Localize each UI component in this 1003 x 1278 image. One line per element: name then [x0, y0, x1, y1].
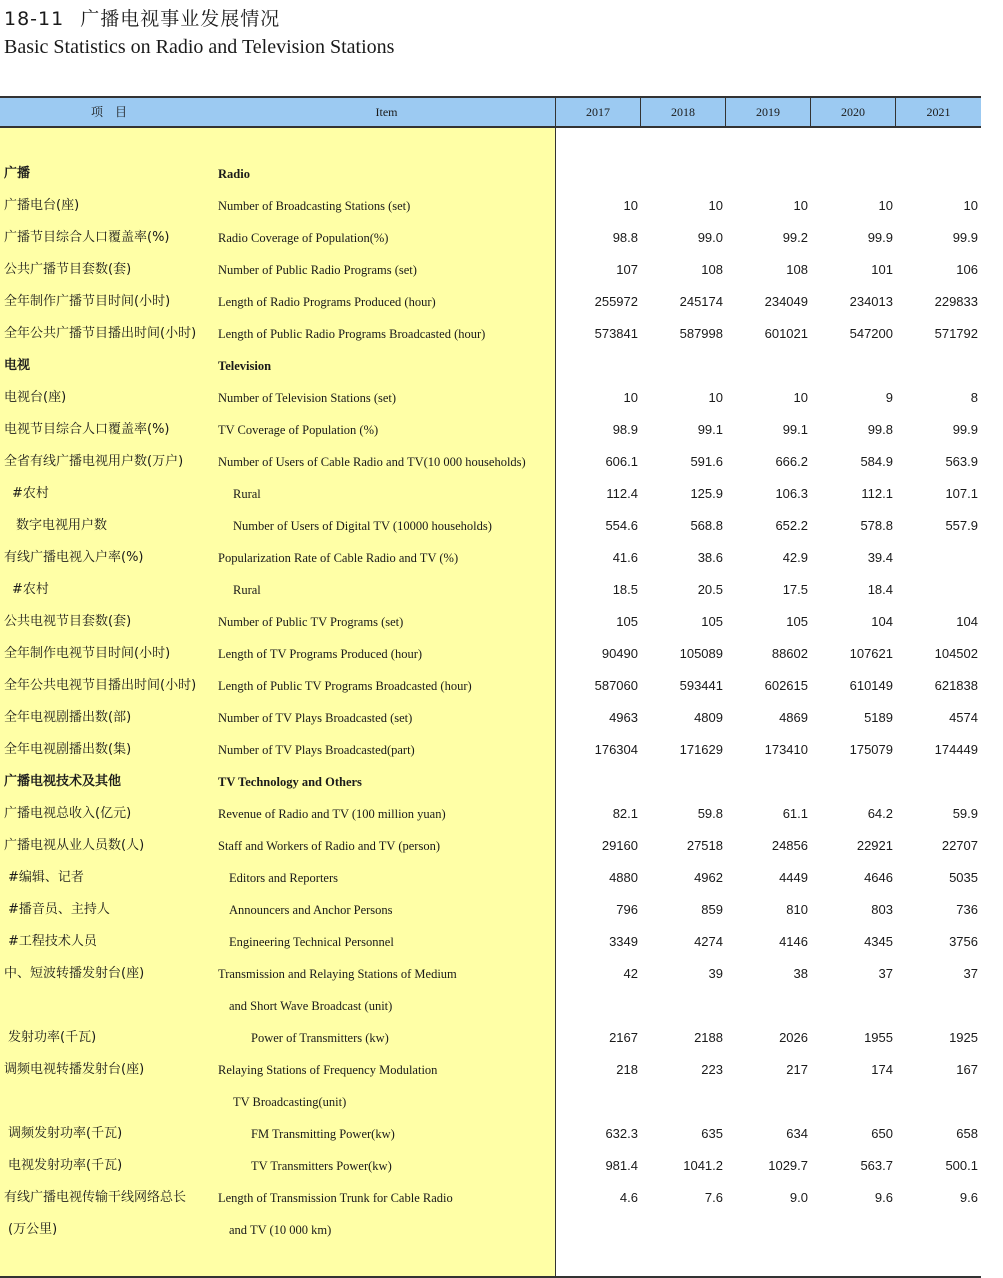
row-label-cn: 广播电视从业人员数(人): [4, 838, 145, 853]
row-label-en: Engineering Technical Personnel: [229, 935, 394, 949]
row-label-cn: (万公里): [8, 1222, 58, 1237]
value-cell: 229833: [934, 294, 978, 309]
value-cell: 621838: [934, 678, 978, 693]
table-row: [0, 798, 981, 830]
row-label-cn: #农村: [12, 582, 49, 597]
value-cell: 20.5: [697, 582, 723, 597]
row-label-en: TV Coverage of Population (%): [218, 423, 379, 437]
value-cell: 602615: [764, 678, 808, 693]
value-cell: 810: [786, 902, 808, 917]
value-cell: 37: [963, 966, 978, 981]
row-label-cn: 广播节目综合人口覆盖率(%): [4, 230, 170, 245]
value-cell: 1041.2: [683, 1158, 723, 1173]
value-cell: 98.8: [612, 230, 638, 245]
value-cell: 584.9: [860, 454, 893, 469]
value-cell: 29160: [601, 838, 638, 853]
row-label-cn: #农村: [12, 486, 49, 501]
value-cell: 105: [616, 614, 638, 629]
value-cell: 563.9: [945, 454, 978, 469]
header-item-cn: 项 目: [90, 105, 127, 119]
value-cell: 9.0: [789, 1190, 808, 1205]
value-cell: 105089: [679, 646, 723, 661]
table-row: [0, 542, 981, 574]
value-cell: 39: [708, 966, 723, 981]
value-cell: 99.9: [867, 230, 893, 245]
row-label-cn: 全年电视剧播出数(集): [4, 742, 132, 757]
row-label-cn: 全年电视剧播出数(部): [4, 710, 132, 725]
table-row: [0, 990, 981, 1022]
value-cell: 10: [623, 390, 638, 405]
row-label-en: Number of Television Stations (set): [218, 391, 397, 405]
value-cell: 666.2: [775, 454, 808, 469]
value-cell: 234013: [849, 294, 893, 309]
row-label-en: Announcers and Anchor Persons: [229, 903, 393, 917]
table-row: [0, 862, 981, 894]
value-cell: 10: [793, 390, 808, 405]
row-label-cn: 全年制作广播节目时间(小时): [4, 294, 171, 309]
row-label-en: Length of Transmission Trunk for Cable Radio: [218, 1191, 453, 1205]
value-cell: 112.1: [861, 486, 893, 501]
table-row: [0, 510, 981, 542]
value-cell: 4646: [864, 870, 893, 885]
table-row: [0, 1086, 981, 1118]
header-item-en: Item: [375, 105, 398, 119]
value-cell: 803: [871, 902, 893, 917]
header-year: 2019: [756, 105, 780, 119]
value-cell: [813, 1214, 893, 1246]
value-cell: 106: [956, 262, 978, 277]
row-label-cn: 广播电视总收入(亿元): [4, 806, 132, 821]
value-cell: [558, 1086, 638, 1118]
value-cell: 24856: [771, 838, 808, 853]
value-cell: 4274: [694, 934, 723, 949]
value-cell: 568.8: [690, 518, 723, 533]
value-cell: 2026: [779, 1030, 808, 1045]
table-row: [0, 702, 981, 734]
value-cell: 587060: [594, 678, 638, 693]
value-cell: 174449: [934, 742, 978, 757]
value-cell: 255972: [594, 294, 638, 309]
value-cell: 4345: [864, 934, 893, 949]
table-row: [0, 670, 981, 702]
table-row: [0, 1022, 981, 1054]
table-row: [0, 606, 981, 638]
value-cell: [898, 766, 978, 798]
table-row: [0, 1182, 981, 1214]
row-label-en: Popularization Rate of Cable Radio and TV (%): [218, 551, 459, 565]
row-label-en: TV Transmitters Power(kw): [251, 1159, 392, 1173]
table-row: [0, 286, 981, 318]
row-label-cn: 电视发射功率(千瓦): [8, 1158, 123, 1173]
value-cell: 10: [623, 198, 638, 213]
value-cell: [813, 990, 893, 1022]
value-cell: 18.5: [612, 582, 638, 597]
value-cell: 10: [878, 198, 893, 213]
row-label-cn: 全年公共广播节目播出时间(小时): [4, 326, 197, 341]
value-cell: 500.1: [945, 1158, 978, 1173]
row-label-cn: 全年公共电视节目播出时间(小时): [4, 678, 197, 693]
value-cell: 90490: [601, 646, 638, 661]
value-cell: [643, 1214, 723, 1246]
value-cell: 173410: [764, 742, 808, 757]
value-cell: 9: [885, 390, 893, 405]
value-cell: [898, 158, 978, 190]
value-cell: 107.1: [945, 486, 978, 501]
value-cell: 593441: [679, 678, 723, 693]
value-cell: [643, 1086, 723, 1118]
row-label-en: Television: [218, 359, 272, 373]
value-cell: 1955: [864, 1030, 893, 1045]
row-label-cn: #编辑、记者: [8, 870, 84, 885]
row-label-cn: #播音员、主持人: [8, 902, 110, 917]
value-cell: 563.7: [860, 1158, 893, 1173]
value-cell: 106.3: [775, 486, 808, 501]
header-year: 2021: [926, 105, 951, 119]
value-cell: 652.2: [775, 518, 808, 533]
value-cell: 3756: [949, 934, 978, 949]
value-cell: 573841: [594, 326, 638, 341]
value-cell: [558, 766, 638, 798]
row-label-en: FM Transmitting Power(kw): [251, 1127, 395, 1141]
value-cell: [728, 1086, 808, 1118]
value-cell: 9.6: [959, 1190, 978, 1205]
value-cell: 587998: [679, 326, 723, 341]
table-header: [0, 96, 981, 128]
value-cell: 3349: [609, 934, 638, 949]
value-cell: 4.6: [619, 1190, 638, 1205]
table-title-cn-text: 广播电视事业发展情况: [80, 8, 281, 30]
row-label-en: TV Technology and Others: [218, 775, 362, 789]
row-label-cn: 发射功率(千瓦): [8, 1030, 97, 1045]
value-cell: 7.6: [704, 1190, 723, 1205]
value-cell: 859: [701, 902, 723, 917]
table-row: [0, 446, 981, 478]
value-cell: 8: [970, 390, 978, 405]
value-cell: [558, 158, 638, 190]
value-cell: 99.2: [782, 230, 808, 245]
row-label-en: Number of TV Plays Broadcasted(part): [218, 743, 415, 757]
value-cell: [898, 574, 978, 606]
value-cell: 99.1: [782, 422, 808, 437]
row-label-en: TV Broadcasting(unit): [233, 1095, 347, 1109]
row-label-cn: 全年制作电视节目时间(小时): [4, 646, 171, 661]
row-label-cn: 有线广播电视入户率(%): [4, 550, 144, 565]
value-cell: 10: [708, 198, 723, 213]
row-label-cn: 全省有线广播电视用户数(万户): [4, 454, 184, 469]
value-cell: 1925: [949, 1030, 978, 1045]
table-row: [0, 638, 981, 670]
table-row: [0, 926, 981, 958]
value-cell: 547200: [849, 326, 893, 341]
value-cell: 112.4: [606, 486, 638, 501]
value-cell: 981.4: [605, 1158, 638, 1173]
value-cell: 98.9: [612, 422, 638, 437]
table-row: [0, 830, 981, 862]
value-cell: [898, 350, 978, 382]
value-cell: 88602: [771, 646, 808, 661]
value-cell: 104502: [934, 646, 978, 661]
value-cell: 554.6: [605, 518, 638, 533]
value-cell: 10: [793, 198, 808, 213]
value-cell: [813, 766, 893, 798]
table-row: [0, 574, 981, 606]
row-label-cn: #工程技术人员: [8, 934, 97, 949]
value-cell: 42.9: [782, 550, 808, 565]
value-cell: 41.6: [612, 550, 638, 565]
row-label-en: Length of Radio Programs Produced (hour): [218, 295, 436, 309]
value-cell: 108: [786, 262, 808, 277]
value-cell: 4880: [609, 870, 638, 885]
row-label-en: and Short Wave Broadcast (unit): [229, 999, 393, 1013]
value-cell: [728, 1214, 808, 1246]
value-cell: 105: [786, 614, 808, 629]
header-year: 2020: [841, 105, 865, 119]
row-label-en: Revenue of Radio and TV (100 million yuan): [218, 807, 446, 821]
value-cell: 38: [793, 966, 808, 981]
value-cell: 22921: [856, 838, 893, 853]
row-label-cn: 中、短波转播发射台(座): [4, 966, 145, 981]
value-cell: 557.9: [945, 518, 978, 533]
row-label-en: Rural: [233, 487, 261, 501]
value-cell: [813, 1086, 893, 1118]
table-row: [0, 734, 981, 766]
value-cell: 59.9: [952, 806, 978, 821]
value-cell: 37: [878, 966, 893, 981]
value-cell: 601021: [764, 326, 808, 341]
row-label-en: Transmission and Relaying Stations of Medium: [218, 967, 457, 981]
row-label-cn: 广播电台(座): [4, 198, 80, 213]
row-label-en: Number of Public Radio Programs (set): [218, 263, 417, 277]
table-row: [0, 766, 981, 798]
value-cell: [643, 350, 723, 382]
header-year: 2018: [671, 105, 695, 119]
value-cell: 27518: [686, 838, 723, 853]
row-label-cn: 广播: [4, 166, 31, 181]
value-cell: 632.3: [605, 1126, 638, 1141]
value-cell: 104: [956, 614, 978, 629]
value-cell: 17.5: [782, 582, 808, 597]
value-cell: 658: [956, 1126, 978, 1141]
value-cell: [728, 158, 808, 190]
value-cell: 59.8: [697, 806, 723, 821]
value-cell: 18.4: [867, 582, 893, 597]
value-cell: [813, 158, 893, 190]
row-label-en: Number of Broadcasting Stations (set): [218, 199, 411, 213]
value-cell: 39.4: [867, 550, 893, 565]
row-label-cn: 电视台(座): [4, 390, 67, 405]
row-label-cn: 调频电视转播发射台(座): [4, 1062, 145, 1077]
value-cell: 101: [871, 262, 893, 277]
table-row: [0, 894, 981, 926]
value-cell: [898, 990, 978, 1022]
value-cell: [728, 766, 808, 798]
table-row: [0, 190, 981, 222]
value-cell: [728, 350, 808, 382]
value-cell: 591.6: [690, 454, 723, 469]
value-cell: [643, 766, 723, 798]
value-cell: 4963: [609, 710, 638, 725]
row-label-en: Editors and Reporters: [229, 871, 339, 885]
table-row: [0, 1214, 981, 1246]
value-cell: 2188: [694, 1030, 723, 1045]
value-cell: 796: [616, 902, 638, 917]
value-cell: 5189: [864, 710, 893, 725]
row-label-cn: 广播电视技术及其他: [4, 774, 122, 789]
row-label-en: Radio: [218, 167, 250, 181]
value-cell: 171629: [679, 742, 723, 757]
row-label-en: Length of Public Radio Programs Broadcasted (hour): [218, 327, 486, 341]
value-cell: 107: [616, 262, 638, 277]
table-row: [0, 318, 981, 350]
row-label-cn: 数字电视用户数: [16, 518, 108, 533]
value-cell: 108: [701, 262, 723, 277]
table-title-en: Basic Statistics on Radio and Television Stations: [4, 36, 395, 58]
value-cell: 38.6: [697, 550, 723, 565]
value-cell: 217: [786, 1062, 808, 1077]
value-cell: [558, 350, 638, 382]
table-row: [0, 350, 981, 382]
value-cell: 606.1: [605, 454, 638, 469]
value-cell: 99.1: [697, 422, 723, 437]
value-cell: 176304: [594, 742, 638, 757]
value-cell: 10: [963, 198, 978, 213]
value-cell: 4574: [949, 710, 978, 725]
value-cell: 234049: [764, 294, 808, 309]
value-cell: 578.8: [860, 518, 893, 533]
value-cell: [898, 542, 978, 574]
value-cell: [558, 1214, 638, 1246]
value-cell: [643, 158, 723, 190]
row-label-en: Relaying Stations of Frequency Modulation: [218, 1063, 438, 1077]
row-label-cn: 调频发射功率(千瓦): [8, 1126, 123, 1141]
value-cell: 174: [871, 1062, 893, 1077]
table-title-cn: [4, 4, 280, 31]
row-label-en: Number of TV Plays Broadcasted (set): [218, 711, 413, 725]
value-cell: 650: [871, 1126, 893, 1141]
table-row: [0, 254, 981, 286]
row-label-en: Rural: [233, 583, 261, 597]
value-cell: 107621: [849, 646, 893, 661]
value-cell: 4869: [779, 710, 808, 725]
table-row: [0, 1054, 981, 1086]
row-label-en: Power of Transmitters (kw): [251, 1031, 389, 1045]
row-label-en: Staff and Workers of Radio and TV (person): [218, 839, 440, 853]
value-cell: [898, 1086, 978, 1118]
value-cell: 64.2: [867, 806, 893, 821]
row-label-en: Number of Users of Digital TV (10000 households): [233, 519, 492, 533]
row-label-cn: 电视节目综合人口覆盖率(%): [4, 422, 170, 437]
value-cell: 2167: [609, 1030, 638, 1045]
table-row: [0, 958, 981, 990]
value-cell: [813, 350, 893, 382]
row-label-cn: 电视: [4, 358, 31, 373]
value-cell: 99.9: [952, 230, 978, 245]
value-cell: 175079: [849, 742, 893, 757]
row-label-cn: 有线广播电视传输干线网络总长: [4, 1190, 187, 1205]
table-row: [0, 222, 981, 254]
value-cell: 635: [701, 1126, 723, 1141]
row-label-cn: 公共电视节目套数(套): [4, 614, 132, 629]
value-cell: 218: [616, 1062, 638, 1077]
value-cell: 167: [956, 1062, 978, 1077]
value-cell: [558, 990, 638, 1022]
value-cell: 22707: [941, 838, 978, 853]
row-label-en: Length of Public TV Programs Broadcasted (hour): [218, 679, 472, 693]
value-cell: 245174: [679, 294, 723, 309]
value-cell: 42: [623, 966, 638, 981]
row-label-en: Number of Users of Cable Radio and TV(10 000 households): [218, 455, 526, 469]
value-cell: 4146: [779, 934, 808, 949]
value-cell: 9.6: [874, 1190, 893, 1205]
table-number: 18-11: [4, 8, 65, 30]
value-cell: [898, 1214, 978, 1246]
row-label-en: and TV (10 000 km): [229, 1223, 332, 1237]
table-row: [0, 1150, 981, 1182]
value-cell: 4809: [694, 710, 723, 725]
value-cell: 4962: [694, 870, 723, 885]
value-cell: 634: [786, 1126, 808, 1141]
value-cell: 99.8: [867, 422, 893, 437]
value-cell: 610149: [849, 678, 893, 693]
value-cell: 125.9: [690, 486, 723, 501]
table-row: [0, 1118, 981, 1150]
value-cell: 736: [956, 902, 978, 917]
value-cell: [728, 990, 808, 1022]
value-cell: 61.1: [782, 806, 808, 821]
value-cell: 104: [871, 614, 893, 629]
value-cell: 1029.7: [768, 1158, 808, 1173]
value-cell: 82.1: [612, 806, 638, 821]
value-cell: 4449: [779, 870, 808, 885]
value-cell: [643, 990, 723, 1022]
header-year: 2017: [586, 105, 610, 119]
value-cell: 99.9: [952, 422, 978, 437]
table-row: [0, 158, 981, 190]
table-row: [0, 478, 981, 510]
row-label-cn: 公共广播节目套数(套): [4, 262, 132, 277]
row-label-en: Number of Public TV Programs (set): [218, 615, 404, 629]
table-row: [0, 382, 981, 414]
value-cell: 105: [701, 614, 723, 629]
value-cell: 571792: [934, 326, 978, 341]
value-cell: 223: [701, 1062, 723, 1077]
row-label-en: Radio Coverage of Population(%): [218, 231, 389, 245]
row-label-en: Length of TV Programs Produced (hour): [218, 647, 423, 661]
value-cell: 99.0: [697, 230, 723, 245]
value-cell: 10: [708, 390, 723, 405]
value-cell: 5035: [949, 870, 978, 885]
table-row: [0, 414, 981, 446]
